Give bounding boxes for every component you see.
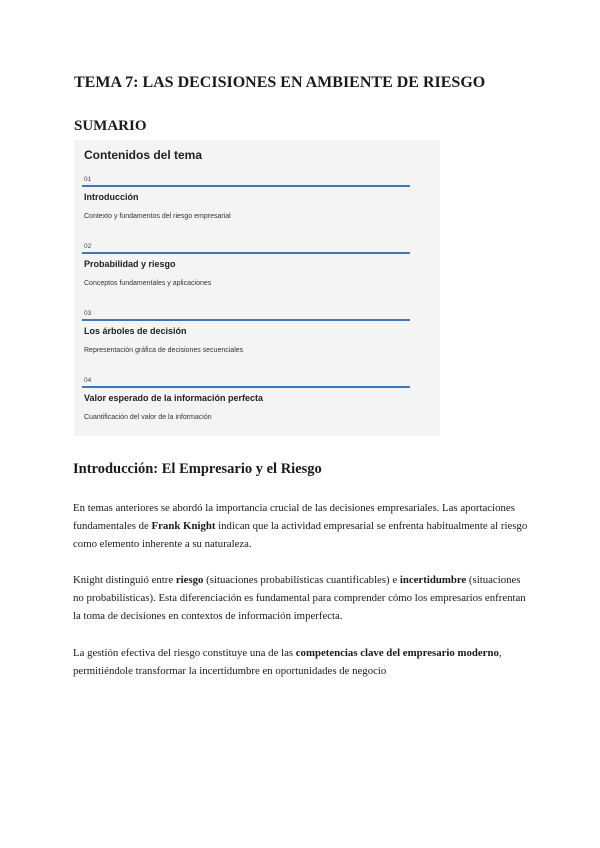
toc-item-number: 04 <box>84 377 92 384</box>
intro-paragraph-1 <box>73 499 533 553</box>
text-run: (situaciones no probabilísticas). Esta diferenciación es fundamental para comprender cómo los empresarios enfrentan la toma de decisiones en contextos de información imperfecta. <box>73 574 526 622</box>
text-run: (situaciones probabilísticas cuantificables) e <box>203 574 400 586</box>
bold-term: incertidumbre <box>399 574 467 586</box>
toc-item-number: 02 <box>84 243 92 250</box>
sumario-heading: SUMARIO <box>74 118 147 134</box>
text-run: En temas anteriores se abordó la importancia crucial de las decisiones empresariales. Las aportaciones fundamentales de <box>73 502 515 532</box>
toc-item-number: 03 <box>84 310 92 317</box>
toc-divider <box>82 185 410 187</box>
toc-divider <box>82 252 410 254</box>
toc-divider <box>82 386 410 388</box>
toc-item-description: Conceptos fundamentales y aplicaciones <box>84 280 212 287</box>
toc-item-title: Los árboles de decisión <box>84 326 187 336</box>
toc-item-description: Contexto y fundamentos del riesgo empresarial <box>84 213 231 220</box>
table-of-contents <box>74 140 440 436</box>
bold-term: competencias clave del empresario moderno <box>295 647 499 659</box>
section-heading: Introducción: El Empresario y el Riesgo <box>73 461 322 477</box>
text-run: Knight distinguió entre <box>73 574 176 586</box>
toc-item-title: Probabilidad y riesgo <box>84 259 176 269</box>
toc-divider <box>82 319 410 321</box>
toc-item-description: Cuantificación del valor de la información <box>84 414 212 421</box>
toc-item-number: 01 <box>84 176 92 183</box>
toc-item-1 <box>74 176 440 242</box>
toc-item-2 <box>74 243 440 309</box>
intro-paragraph-3 <box>73 644 533 680</box>
text-run: , permitiéndole transformar la incertidumbre en oportunidades de negocio <box>73 647 502 677</box>
intro-paragraph-2 <box>73 571 533 625</box>
page-title: TEMA 7: LAS DECISIONES EN AMBIENTE DE RIESGO <box>74 74 486 91</box>
toc-item-description: Representación gráfica de decisiones secuenciales <box>84 347 244 354</box>
toc-item-title: Valor esperado de la información perfecta <box>84 393 264 403</box>
bold-term: riesgo <box>175 574 204 586</box>
text-run: indican que la actividad empresarial se enfrenta habitualmente al riesgo como elemento inherente a su naturaleza. <box>73 520 528 550</box>
toc-item-3 <box>74 310 440 376</box>
bold-term: Frank Knight <box>151 520 216 532</box>
text-run: La gestión efectiva del riesgo constituye una de las <box>73 647 296 659</box>
toc-item-title: Introducción <box>84 192 139 202</box>
toc-item-4 <box>74 377 440 443</box>
toc-heading: Contenidos del tema <box>84 148 203 162</box>
